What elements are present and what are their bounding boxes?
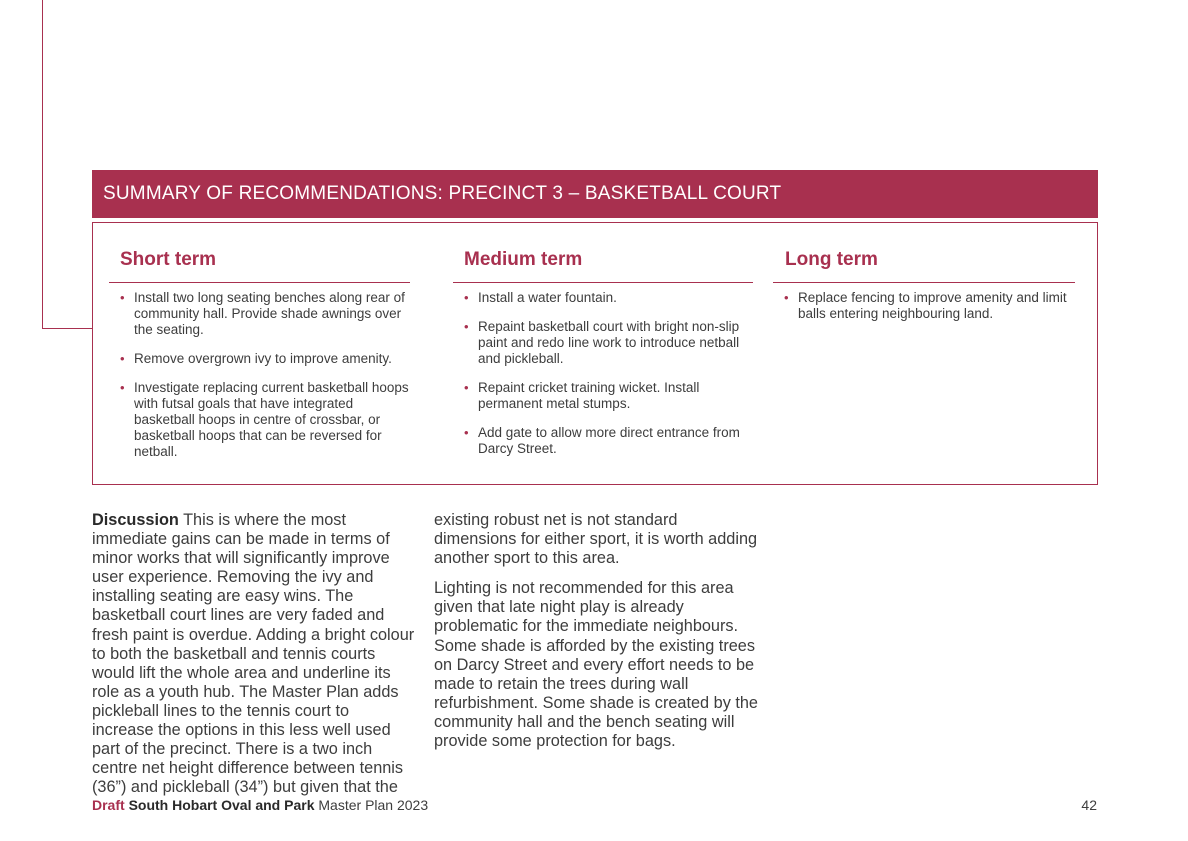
medium-term-heading: Medium term — [453, 247, 753, 283]
discussion-column-right — [434, 511, 760, 762]
medium-term-column — [453, 247, 753, 470]
recommendations-banner — [92, 170, 1098, 218]
page-number: 42 — [1081, 797, 1097, 813]
discussion-column-left — [92, 511, 415, 797]
discussion-lead: Discussion — [92, 511, 179, 529]
long-term-column — [773, 247, 1075, 335]
medium-term-list — [453, 290, 753, 457]
footer-doc-title: South Hobart Oval and Park — [128, 797, 315, 813]
discussion-paragraph: Lighting is not recommended for this area given that late night play is already problematic for the immediate neighbours. Some shade is afforded by the existing trees on Darcy Street and every effort needs to be made to retain the trees during wall refurbishment. Some shade is created by the community hall and the bench seating will provide some protection for bags. — [434, 579, 758, 751]
banner-title: SUMMARY OF RECOMMENDATIONS: PRECINCT 3 – BASKETBALL COURT — [103, 183, 782, 204]
bullet-icon: • — [784, 290, 789, 305]
list-item: • Repaint basketball court with bright non-slip paint and redo line work to introduce netball and pickleball. — [464, 319, 740, 366]
footer-draft-label: Draft — [92, 797, 125, 813]
long-term-list — [773, 290, 1075, 322]
bullet-icon: • — [464, 380, 469, 395]
bullet-icon: • — [120, 351, 125, 366]
list-item: • Investigate replacing current basketball hoops with futsal goals that have integrated basketball hoops in centre of crossbar, or basketball hoops that can be reversed for netball. — [120, 380, 409, 459]
short-term-list — [109, 290, 410, 460]
bullet-icon: • — [120, 380, 125, 395]
list-item: • Replace fencing to improve amenity and limit balls entering neighbouring land. — [784, 290, 1067, 321]
bullet-icon: • — [464, 290, 469, 305]
bullet-icon: • — [120, 290, 125, 305]
list-item: • Repaint cricket training wicket. Install permanent metal stumps. — [464, 380, 700, 411]
list-item: • Install a water fountain. — [464, 290, 617, 305]
list-item: • Remove overgrown ivy to improve amenity. — [120, 351, 392, 366]
footer-suffix: Master Plan 2023 — [318, 797, 429, 813]
recommendations-box — [92, 222, 1098, 485]
list-item: • Install two long seating benches along rear of community hall. Provide shade awnings over the seating. — [120, 290, 405, 337]
discussion-paragraph: Discussion This is where the most immediate gains can be made in terms of minor works that will significantly improve user experience. Removing the ivy and installing seating are easy wins. The basketball court lines are very faded and fresh paint is overdue. Adding a bright colour to both the basketball and tennis courts would lift the whole area and underline its role as a youth hub. The Master Plan adds pickleball lines to the tennis court to increase the options in this less well used part of the precinct. There is a two inch centre net height difference between tennis (36”) and pickleball (34”) but given that the — [92, 511, 415, 797]
long-term-heading: Long term — [773, 247, 1075, 283]
short-term-column — [109, 247, 410, 473]
bullet-icon: • — [464, 319, 469, 334]
list-item: • Add gate to allow more direct entrance from Darcy Street. — [464, 425, 740, 456]
discussion-paragraph: existing robust net is not standard dimensions for either sport, it is worth adding another sport to this area. — [434, 511, 758, 568]
bullet-icon: • — [464, 425, 469, 440]
corner-decoration-line — [42, 0, 93, 329]
footer — [92, 797, 428, 813]
short-term-heading: Short term — [109, 247, 410, 283]
